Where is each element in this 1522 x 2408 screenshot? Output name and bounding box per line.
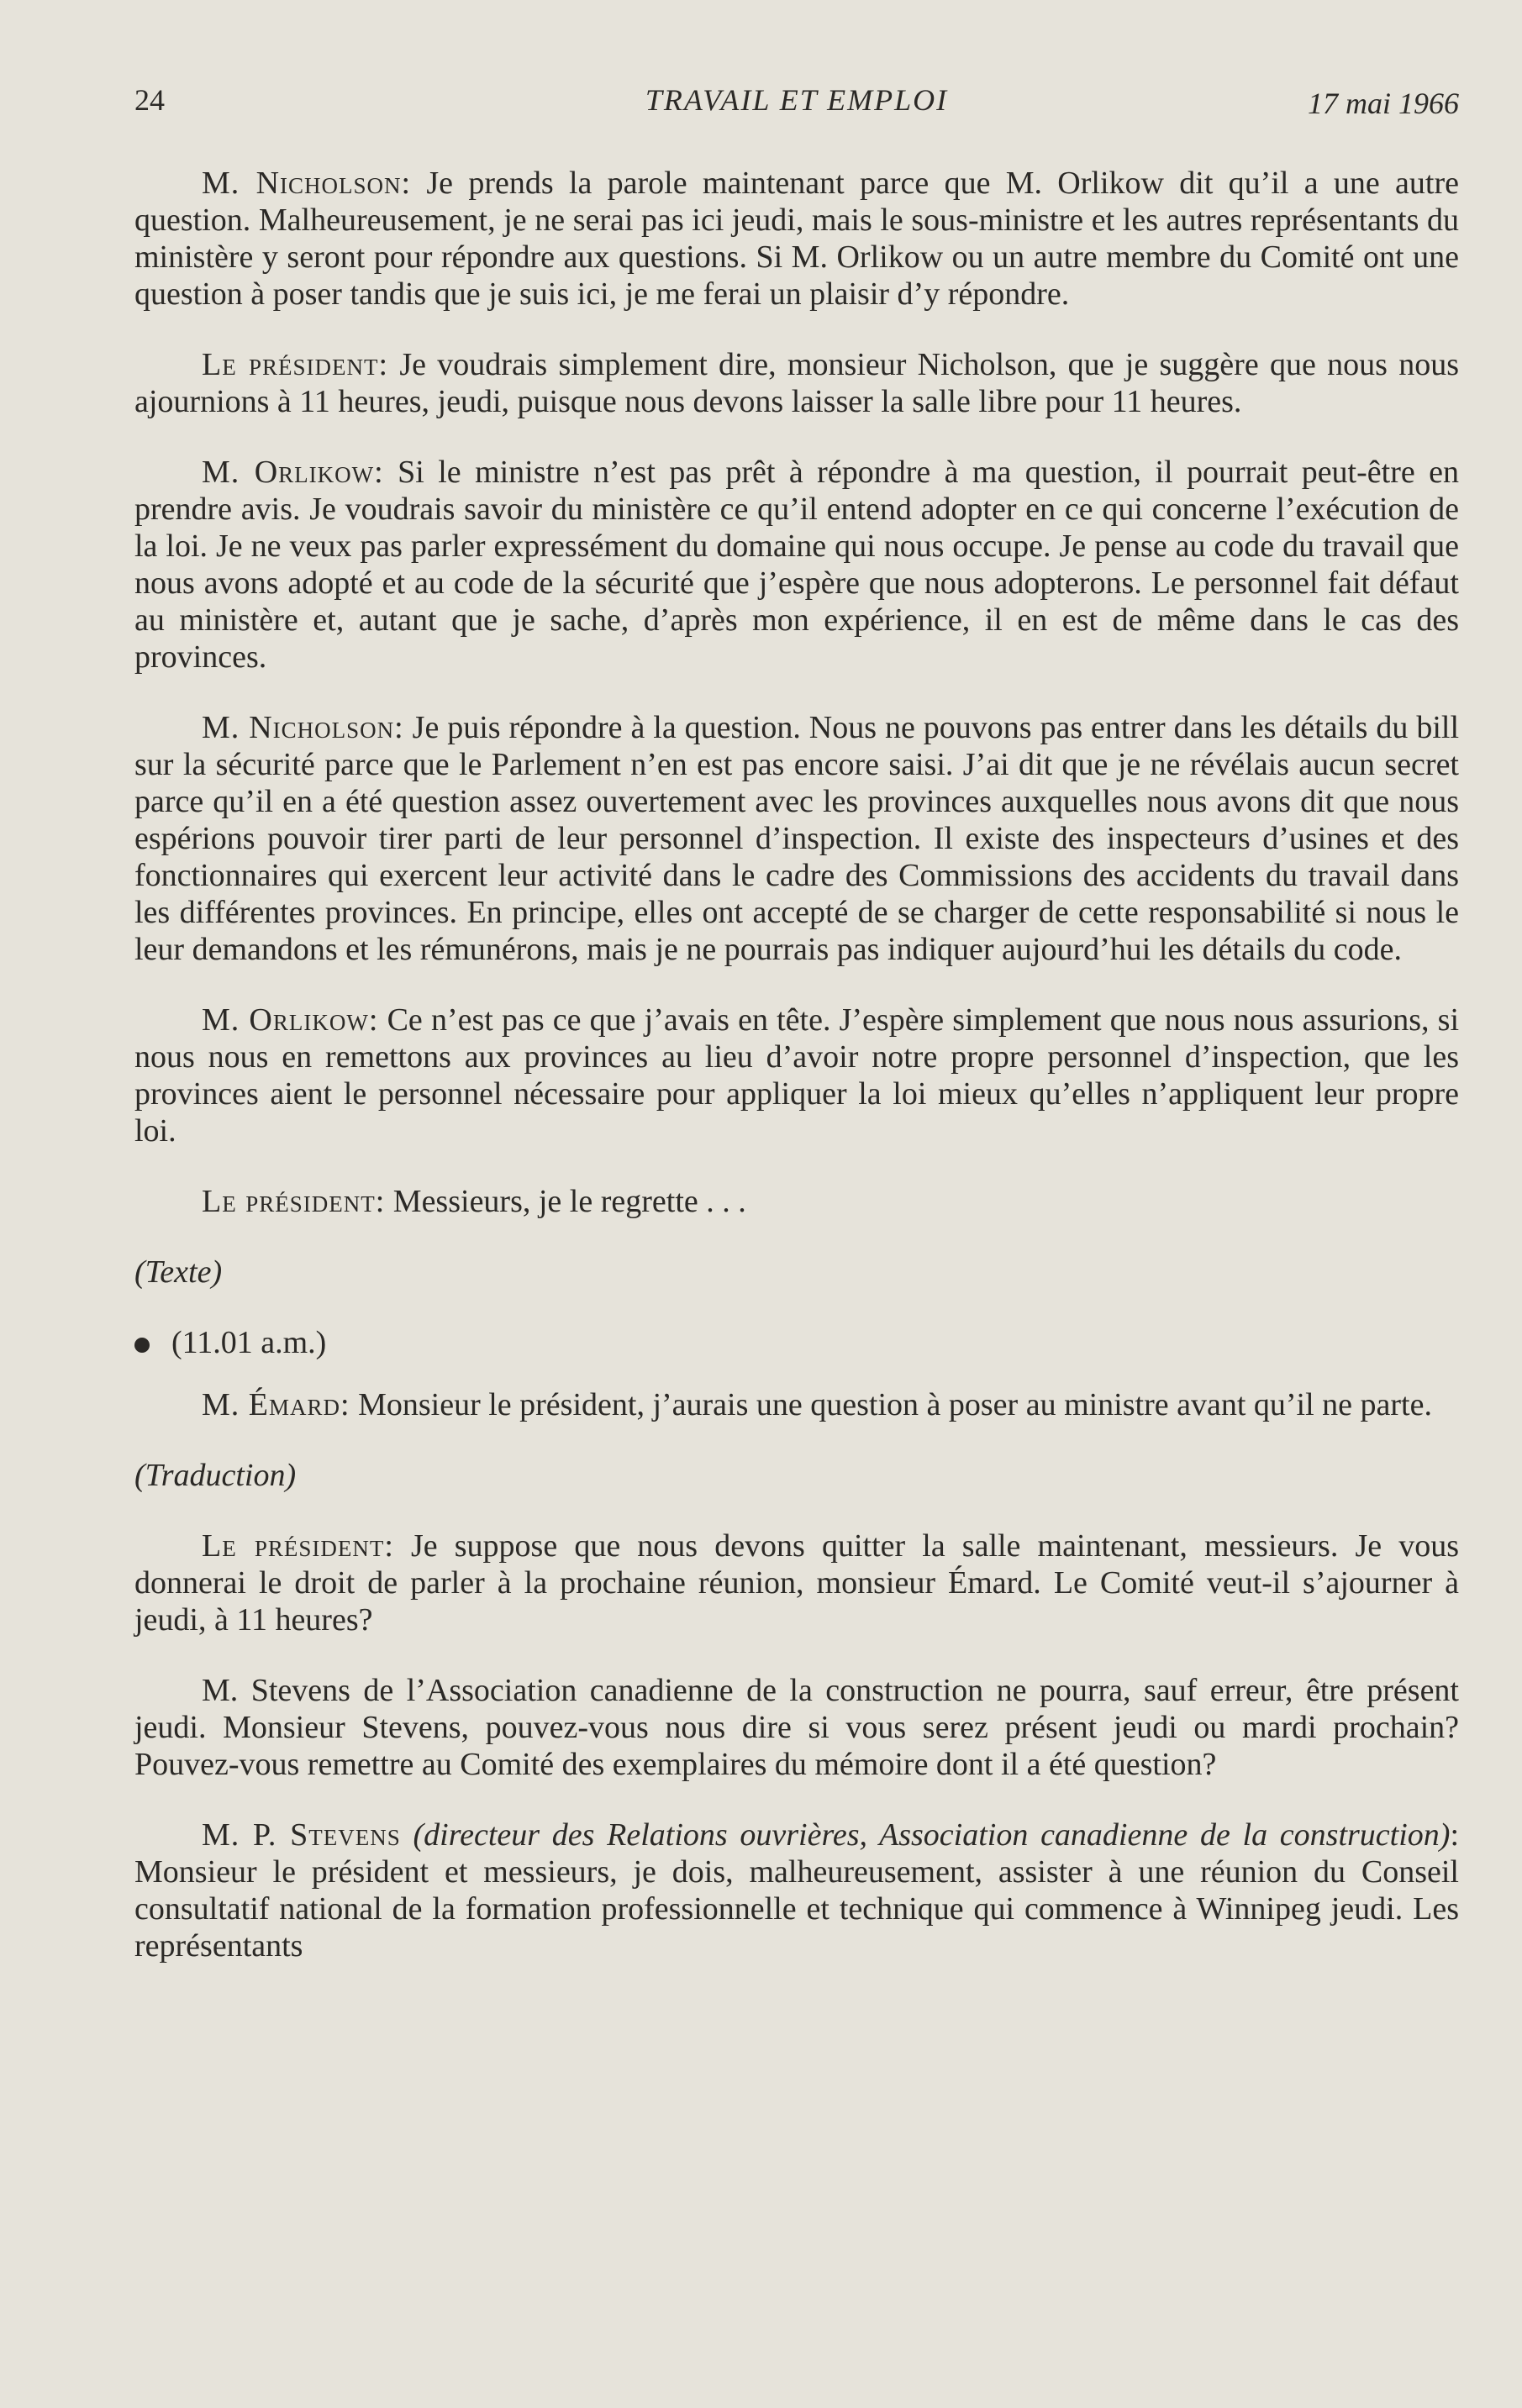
paragraph xyxy=(134,165,1459,313)
paragraph xyxy=(134,1386,1459,1423)
page-number: 24 xyxy=(134,83,165,117)
speaker: M. Nicholson: xyxy=(202,710,404,745)
paragraph-text: M. Stevens de l’Association canadienne de la construction ne pourra, sauf erreur, être présent jeudi. Monsieur Stevens, pouvez-vous nous dire si vous serez présent jeudi ou mardi prochain? Pouvez-vous remettre au Comité des exemplaires du mémoire dont il a été question? xyxy=(134,1673,1459,1782)
bullet-icon xyxy=(134,1338,150,1353)
speaker: Le président: xyxy=(202,1184,386,1219)
paragraph-text: Ce n’est pas ce que j’avais en tête. J’espère simplement que nous nous assurions, si nous nous en remettons aux provinces au lieu d’avoir notre propre personnel d’inspection, que les provinces aient le personnel nécessaire pour appliquer la loi mieux qu’elles n’appliquent leur propre loi. xyxy=(134,1002,1460,1149)
section-marker-texte: (Texte) xyxy=(134,1254,223,1290)
paragraph xyxy=(134,1183,1459,1220)
paragraph xyxy=(134,1817,1459,1964)
speaker: M. Orlikow: xyxy=(202,455,384,490)
speaker: Le président: xyxy=(202,1528,394,1564)
paragraph-text: Messieurs, je le regrette . . . xyxy=(392,1184,746,1219)
paragraph xyxy=(134,709,1459,968)
paragraph xyxy=(134,346,1459,420)
speaker: M. Émard: xyxy=(202,1387,350,1422)
paragraph xyxy=(134,454,1459,676)
running-header xyxy=(134,82,1459,124)
paragraph-text: Je suppose que nous devons quitter la salle maintenant, messieurs. Je vous donnerai le droit de parler à la prochaine réunion, monsieur Émard. Le Comité veut-il s’ajourner à jeudi, à 11 heures? xyxy=(134,1528,1459,1638)
paragraph xyxy=(134,1002,1459,1149)
speaker: Le président: xyxy=(202,347,389,382)
running-title: TRAVAIL ET EMPLOI xyxy=(645,83,949,117)
paragraph xyxy=(134,1527,1459,1638)
paragraph xyxy=(134,1672,1459,1783)
time-stamp-text: (11.01 a.m.) xyxy=(171,1325,327,1360)
running-date: 17 mai 1966 xyxy=(1308,87,1459,120)
paragraph-text: Monsieur le président, j’aurais une question à poser au ministre avant qu’il ne parte. xyxy=(358,1387,1432,1422)
paragraph-text: Je prends la parole maintenant parce que M. Orlikow dit qu’il a une autre question. Malheureusement, je ne serai pas ici jeudi, mais le sous-ministre et les autres représentants du ministère y seront pour répondre aux questions. Si M. Orlikow ou un autre membre du Comité ont une question à poser tandis que je suis ici, je me ferai un plaisir d’y répondre. xyxy=(134,166,1459,312)
paragraph-text: Je voudrais simplement dire, monsieur Nicholson, que je suggère que nous nous ajournions à 11 heures, jeudi, puisque nous devons laisser la salle libre pour 11 heures. xyxy=(134,347,1459,419)
speaker: M. Nicholson: xyxy=(202,166,412,201)
speaker: M. Orlikow: xyxy=(202,1002,379,1038)
time-stamp xyxy=(134,1324,1459,1361)
section-marker-traduction: (Traduction) xyxy=(134,1458,297,1493)
speaker: M. P. Stevens xyxy=(202,1817,401,1853)
paragraph-text: Je puis répondre à la question. Nous ne pouvons pas entrer dans les détails du bill sur la sécurité parce que le Parlement n’en est pas encore saisi. J’ai dit que je ne révélais aucun secret parce qu’il en a été question assez ouvertement avec les provinces auxquelles nous avons dit que nous espérions pouvoir tirer parti de leur personnel d’inspection. Il existe des inspecteurs d’usines et des fonctionnaires qui exercent leur activité dans le cadre des Commissions des accidents du travail dans les différentes provinces. En principe, elles ont accepté de se charger de cette responsabilité si nous le leur demandons et les rémunérons, mais je ne pourrais pas indiquer aujourd’hui les détails du code. xyxy=(134,710,1459,967)
speaker-role: (directeur des Relations ouvrières, Association canadienne de la construction) xyxy=(413,1817,1451,1853)
paragraph-text: Si le ministre n’est pas prêt à répondre à ma question, il pourrait peut-être en prendre avis. Je voudrais savoir du ministère ce qu’il entend adopter en ce qui concerne l’exécution de la loi. Je ne veux pas parler expressément du domaine qui nous occupe. Je pense au code du travail que nous avons adopté et au code de la sécurité que j’espère que nous adopterons. Le personnel fait défaut au ministère et, autant que je sache, d’après mon expérience, il en est de même dans le cas des provinces. xyxy=(134,455,1460,675)
page-body xyxy=(134,165,1459,1998)
paragraph-text: : Monsieur le président et messieurs, je dois, malheureusement, assister à une réunion du Conseil consultatif national de la formation professionnelle et technique qui commence à Winnipeg jeudi. Les représentants xyxy=(134,1817,1459,1964)
